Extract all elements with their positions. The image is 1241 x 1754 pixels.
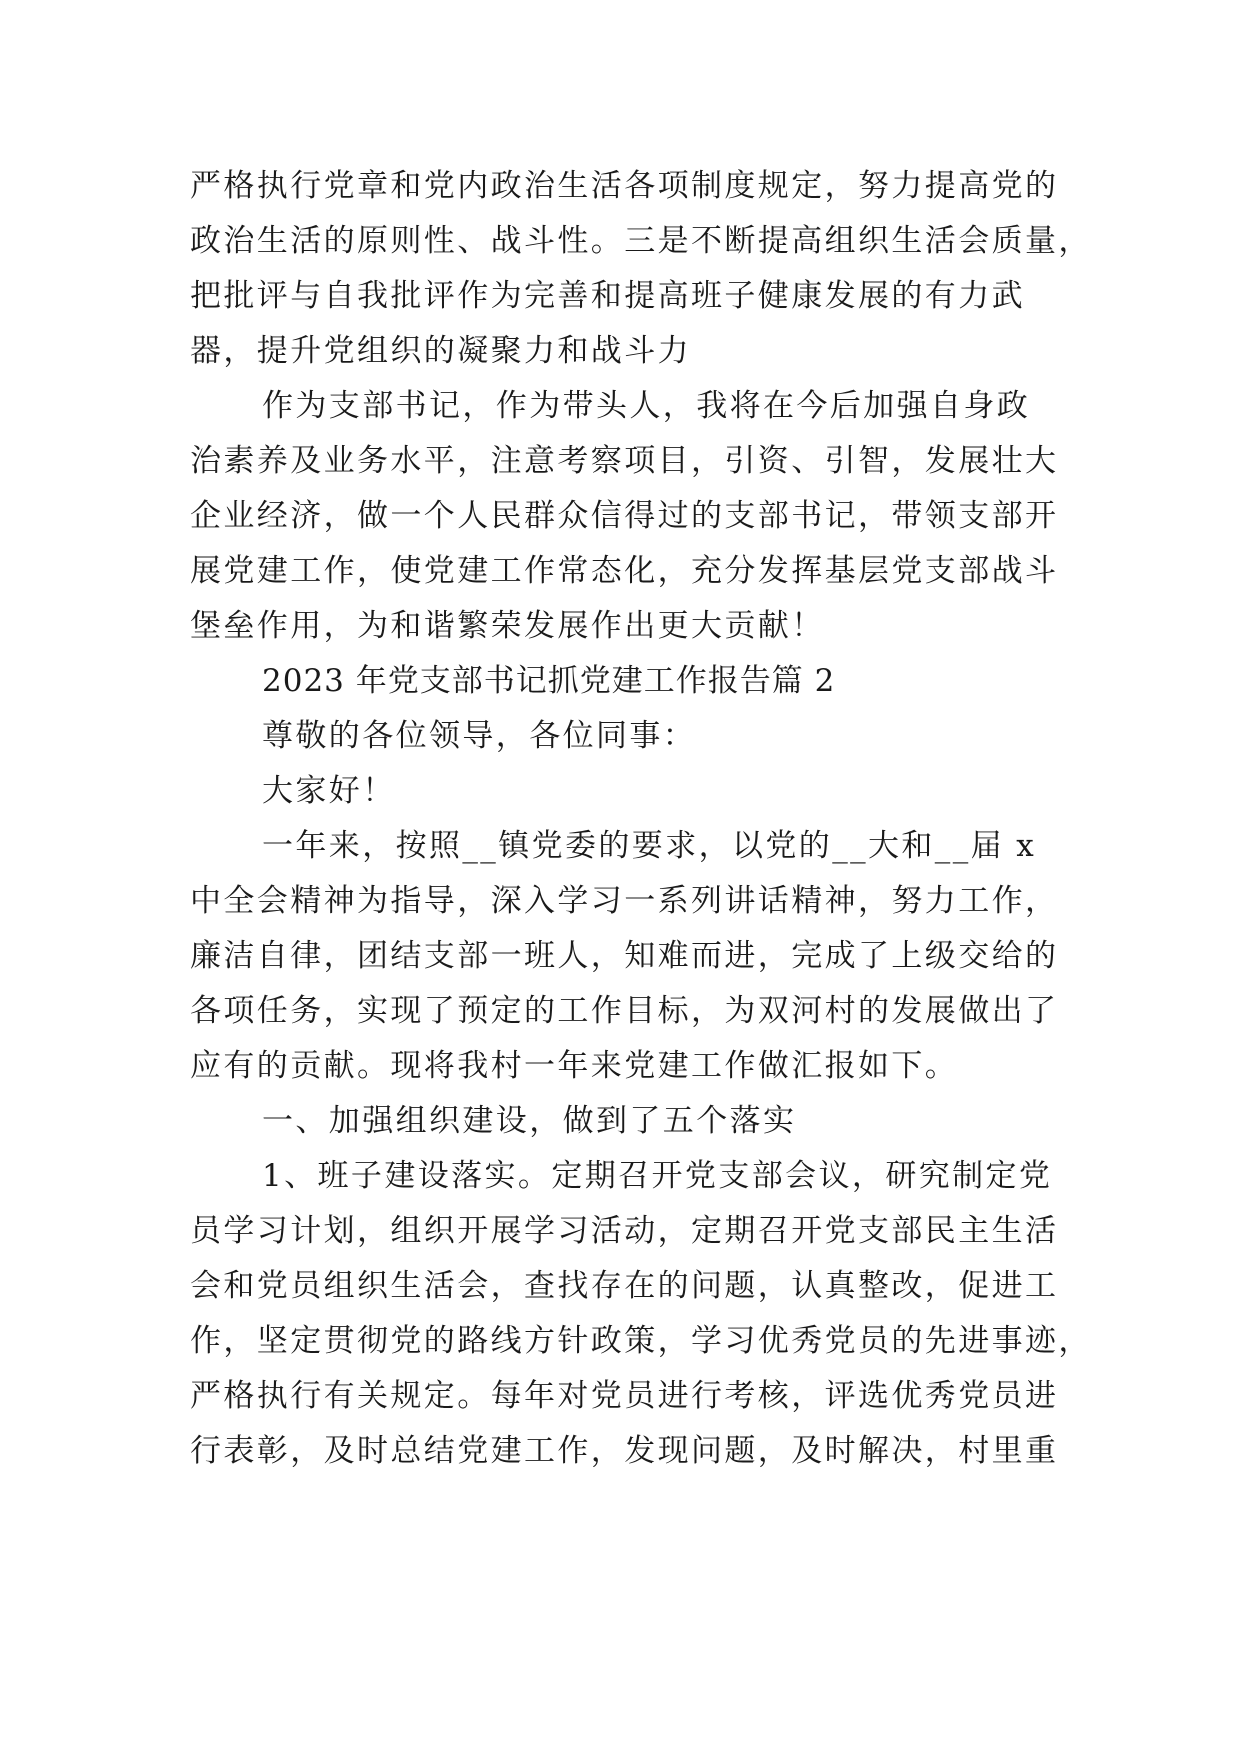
salutation: 尊敬的各位领导，各位同事：: [262, 718, 697, 754]
paragraph-first-line: 作为支部书记，作为带头人，我将在今后加强自身政: [262, 388, 1031, 424]
text-line: 治素养及业务水平，注意考察项目，引资、引智，发展壮大: [190, 443, 1059, 479]
text-line: 严格执行有关规定。每年对党员进行考核，评选优秀党员进: [190, 1378, 1059, 1414]
text-line: 应有的贡献。现将我村一年来党建工作做汇报如下。: [190, 1048, 959, 1084]
text-line: 严格执行党章和党内政治生活各项制度规定，努力提高党的: [190, 168, 1059, 204]
text-line: 中全会精神为指导，深入学习一系列讲话精神，努力工作，: [190, 883, 1059, 919]
greeting: 大家好！: [262, 773, 396, 809]
text-line: 堡垒作用，为和谐繁荣发展作出更大贡献！: [190, 608, 825, 644]
text-line: 作，坚定贯彻党的路线方针政策，学习优秀党员的先进事迹，: [190, 1323, 1092, 1359]
text-line: 把批评与自我批评作为完善和提高班子健康发展的有力武: [190, 278, 1025, 314]
text-line: 企业经济，做一个人民群众信得过的支部书记，带领支部开: [190, 498, 1059, 534]
text-line: 会和党员组织生活会，查找存在的问题，认真整改，促进工: [190, 1268, 1059, 1304]
paragraph-first-line: 一年来，按照__镇党委的要求，以党的__大和__届 x: [262, 828, 1037, 864]
text-line: 廉洁自律，团结支部一班人，知难而进，完成了上级交给的: [190, 938, 1059, 974]
text-line: 政治生活的原则性、战斗性。三是不断提高组织生活会质量，: [190, 223, 1092, 259]
text-line: 器，提升党组织的凝聚力和战斗力: [190, 333, 691, 369]
text-line: 展党建工作，使党建工作常态化，充分发挥基层党支部战斗: [190, 553, 1059, 589]
section-title: 2023 年党支部书记抓党建工作报告篇 2: [262, 663, 836, 699]
text-line: 各项任务，实现了预定的工作目标，为双河村的发展做出了: [190, 993, 1059, 1029]
text-line: 员学习计划，组织开展学习活动，定期召开党支部民主生活: [190, 1213, 1059, 1249]
paragraph-first-line: 1、班子建设落实。定期召开党支部会议，研究制定党: [262, 1158, 1053, 1194]
text-line: 行表彰，及时总结党建工作，发现问题，及时解决，村里重: [190, 1433, 1059, 1469]
subheading: 一、加强组织建设，做到了五个落实: [262, 1103, 797, 1139]
